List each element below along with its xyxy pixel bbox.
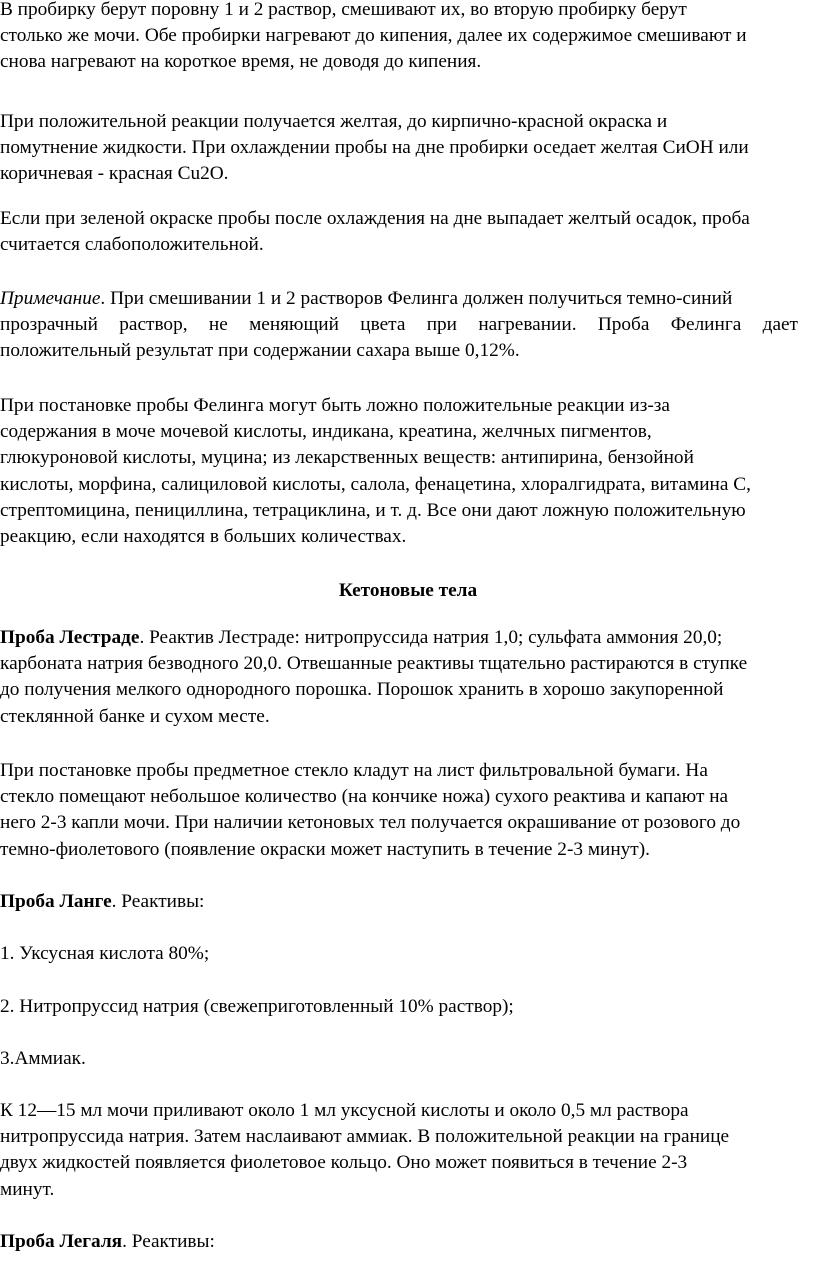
paragraph-weak-positive <box>0 206 750 258</box>
paragraph-legal-title <box>0 1229 215 1255</box>
text-line: до получения мелкого однородного порошка. Порошок хранить в хорошо закупоренной <box>0 679 724 701</box>
paragraph-note <box>0 286 798 365</box>
text-line: 2. Нитропруссид натрия (свежеприготовленный 10% раствор); <box>0 996 514 1017</box>
text-line: прозрачный раствор, не меняющий цвета при нагревании. Проба Фелинга дает <box>0 314 798 336</box>
text-line <box>0 889 204 915</box>
text-line: При постановке пробы Фелинга могут быть ложно положительные реакции из-за <box>0 395 670 416</box>
text-line: снова нагревают на короткое время, не доводя до кипения. <box>0 51 482 73</box>
text-line: При постановке пробы предметное стекло кладут на лист фильтровальной бумаги. На <box>0 760 708 781</box>
text-line <box>0 286 798 312</box>
test-text: . Реактив Лестраде: нитропруссида натрия 1,0; сульфата аммония 20,0; <box>139 627 723 648</box>
text-line: него 2-3 капли мочи. При наличии кетоновых тел получается окрашивание от розового до <box>0 812 741 834</box>
text-line: реакцию, если находятся в больших количествах. <box>0 526 407 548</box>
text-line: помутнение жидкости. При охлаждении пробы на дне пробирки оседает желтая СиОН или <box>0 137 749 159</box>
text-line <box>0 625 747 651</box>
text-line: столько же мочи. Обе пробирки нагревают до кипения, далее их содержимое смешивают и <box>0 25 747 47</box>
text-line: карбоната натрия безводного 20,0. Отвешанные реактивы тщательно растираются в ступке <box>0 653 748 675</box>
paragraph-false-positive <box>0 393 751 550</box>
paragraph-positive-reaction <box>0 109 749 188</box>
test-text: . Реактивы: <box>122 1231 215 1252</box>
section-heading: Кетоновые тела <box>338 580 478 601</box>
paragraph-fehling-procedure <box>0 0 747 76</box>
paragraph-lange-procedure <box>0 1098 729 1203</box>
test-title: Проба Легаля <box>0 1231 123 1252</box>
note-label: Примечание <box>0 288 101 309</box>
text-line: 3.Аммиак. <box>0 1048 86 1069</box>
text-line: двух жидкостей появляется фиолетовое кольцо. Оно может появиться в течение 2-3 <box>0 1152 688 1174</box>
text-line <box>0 1229 215 1255</box>
paragraph-lestrade <box>0 625 747 730</box>
text-line: положительный результат при содержании сахара выше 0,12%. <box>0 340 520 362</box>
text-line: стекло помещают небольшое количество (на кончике ножа) сухого реактива и капают на <box>0 786 729 808</box>
text-line: стрептомицина, пенициллина, тетрациклина, и т. д. Все они дают ложную положительную <box>0 499 746 521</box>
text-line: содержания в моче мочевой кислоты, индикана, креатина, желчных пигментов, <box>0 421 652 443</box>
text-line: нитропруссида натрия. Затем наслаивают аммиак. В положительной реакции на границе <box>0 1126 730 1148</box>
text-line: коричневая - красная Cu2O. <box>0 163 229 185</box>
test-title: Проба Лестраде <box>0 627 140 648</box>
text-line: считается слабоположительной. <box>0 234 264 256</box>
paragraph-lestrade-procedure <box>0 758 740 863</box>
text-line: Если при зеленой окраске пробы после охлаждения на дне выпадает желтый осадок, проба <box>0 208 750 229</box>
text-line: 1. Уксусная кислота 80%; <box>0 943 210 964</box>
test-text: . Реактивы: <box>111 891 205 912</box>
text-line: стеклянной банке и сухом месте. <box>0 705 270 727</box>
list-item-reagent-2 <box>0 994 514 1020</box>
text-line: К 12—15 мл мочи приливают около 1 мл уксусной кислоты и около 0,5 мл раствора <box>0 1100 689 1121</box>
test-title: Проба Ланге <box>0 891 112 912</box>
note-text: . При смешивании 1 и 2 растворов Фелинга должен получиться темно-синий <box>100 288 733 309</box>
list-item-reagent-3 <box>0 1046 86 1072</box>
text-line: глюкуроновой кислоты, муцина; из лекарственных веществ: антипирина, бензойной <box>0 447 694 469</box>
text-line: В пробирку берут поровну 1 и 2 раствор, смешивают их, во вторую пробирку берут <box>0 0 687 20</box>
text-line: темно-фиолетового (появление окраски может наступить в течение 2-3 минут). <box>0 838 650 860</box>
text-line: При положительной реакции получается желтая, до кирпично-красной окраска и <box>0 111 668 132</box>
paragraph-lange-title <box>0 889 204 915</box>
text-line: минут. <box>0 1178 55 1200</box>
list-item-reagent-1 <box>0 941 209 967</box>
text-line: кислоты, морфина, салициловой кислоты, салола, фенацетина, хлоралгидрата, витамина С, <box>0 473 751 495</box>
